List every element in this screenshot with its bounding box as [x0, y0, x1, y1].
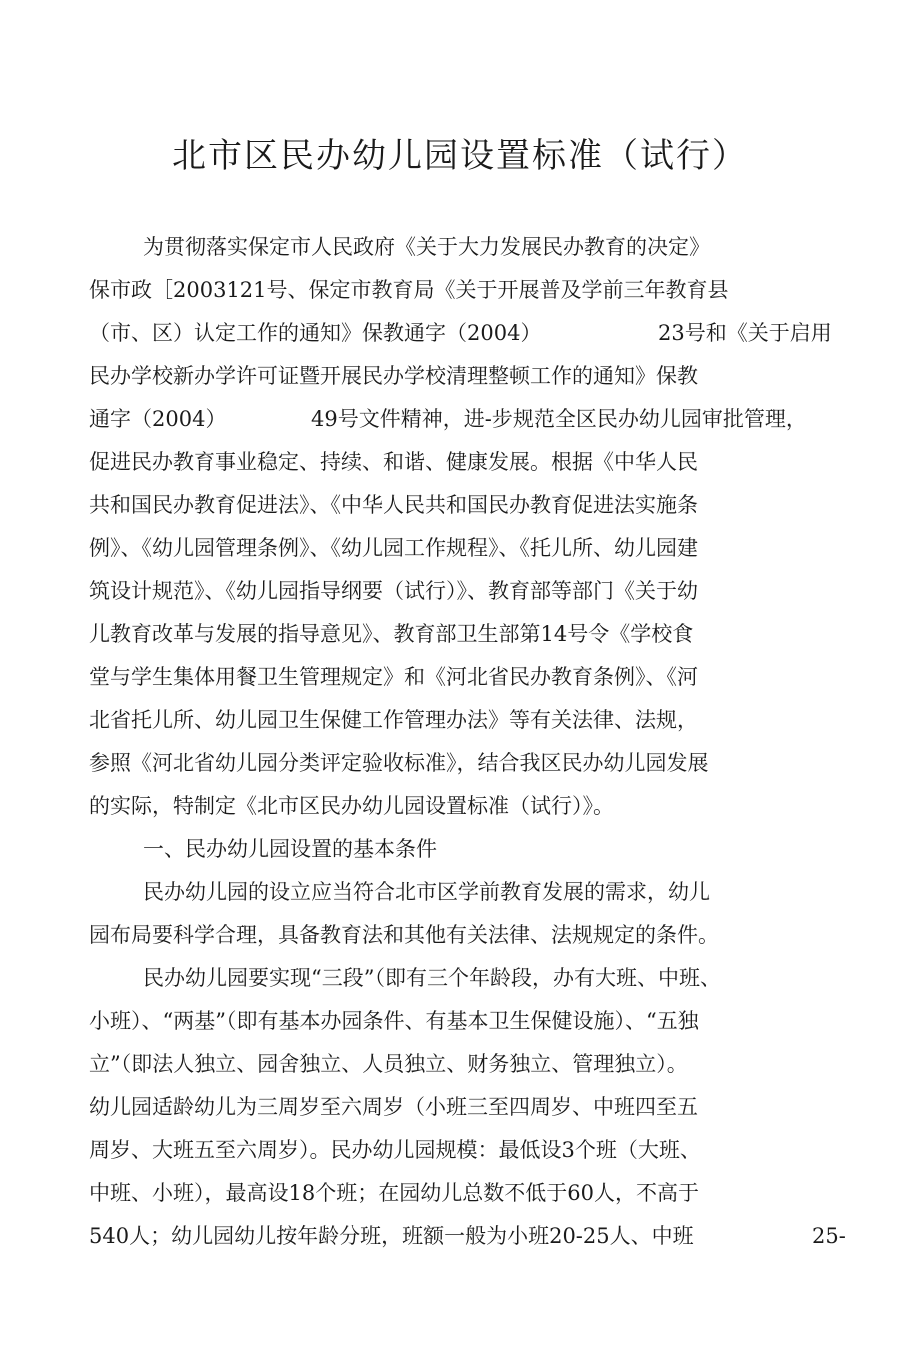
paragraph-line-fragment: 23号和《关于启用: [658, 321, 832, 345]
paragraph-line: 周岁、大班五至六周岁）。民办幼儿园规模：最低设3个班（大班、: [89, 1138, 701, 1162]
paragraph-line: 中班、小班），最高设18个班；在园幼儿总数不低于60人，不高于: [89, 1181, 699, 1205]
paragraph-line-fragment: 49号文件精神，进-步规范全区民办幼儿园审批管理，: [311, 407, 807, 431]
paragraph-line: （市、区）认定工作的通知》保教通字（2004）: [89, 321, 542, 345]
paragraph-line: 共和国民办教育促进法》、《中华人民共和国民办教育促进法实施条: [89, 493, 698, 517]
document-title: 北市区民办幼儿园设置标准（试行）: [172, 136, 748, 176]
section-heading: 一、民办幼儿园设置的基本条件: [143, 837, 437, 861]
paragraph-line: 筑设计规范》、《幼儿园指导纲要（试行）》、教育部等部门《关于幼: [89, 579, 698, 603]
paragraph-line: 堂与学生集体用餐卫生管理规定》和《河北省民办教育条例》、《河: [89, 665, 698, 689]
paragraph-line: 北省托儿所、幼儿园卫生保健工作管理办法》等有关法律、法规，: [89, 708, 698, 732]
paragraph-line: 为贯彻落实保定市人民政府《关于大力发展民办教育的决定》: [143, 235, 710, 259]
paragraph-line: 幼儿园适龄幼儿为三周岁至六周岁（小班三至四周岁、中班四至五: [89, 1095, 698, 1119]
paragraph-line: 的实际，特制定《北市区民办幼儿园设置标准（试行）》。: [89, 794, 614, 818]
paragraph-line: 小班）、“两基”（即有基本办园条件、有基本卫生保健设施）、“五独: [89, 1009, 699, 1033]
paragraph-line: 民办幼儿园的设立应当符合北市区学前教育发展的需求，幼儿: [143, 880, 710, 904]
paragraph-line: 促进民办教育事业稳定、持续、和谐、健康发展。根据《中华人民: [89, 450, 698, 474]
paragraph-line: 立”（即法人独立、园舍独立、人员独立、财务独立、管理独立）。: [89, 1052, 688, 1076]
paragraph-line-fragment: 25-: [812, 1224, 846, 1248]
paragraph-line: 通字（2004）: [89, 407, 227, 431]
paragraph-line: 540人；幼儿园幼儿按年龄分班，班额一般为小班20-25人、中班: [89, 1224, 694, 1248]
paragraph-line: 儿教育改革与发展的指导意见》、教育部卫生部第14号令《学校食: [89, 622, 694, 646]
paragraph-line: 例》、《幼儿园管理条例》、《幼儿园工作规程》、《托儿所、幼儿园建: [89, 536, 698, 560]
paragraph-line: 保市政［2003121号、保定市教育局《关于开展普及学前三年教育县: [89, 278, 729, 302]
paragraph-line: 园布局要科学合理，具备教育法和其他有关法律、法规规定的条件。: [89, 923, 719, 947]
paragraph-line: 参照《河北省幼儿园分类评定验收标准》，结合我区民办幼儿园发展: [89, 751, 709, 775]
paragraph-line: 民办学校新办学许可证暨开展民办学校清理整顿工作的通知》保教: [89, 364, 698, 388]
paragraph-line: 民办幼儿园要实现“三段”（即有三个年龄段，办有大班、中班、: [143, 966, 721, 990]
